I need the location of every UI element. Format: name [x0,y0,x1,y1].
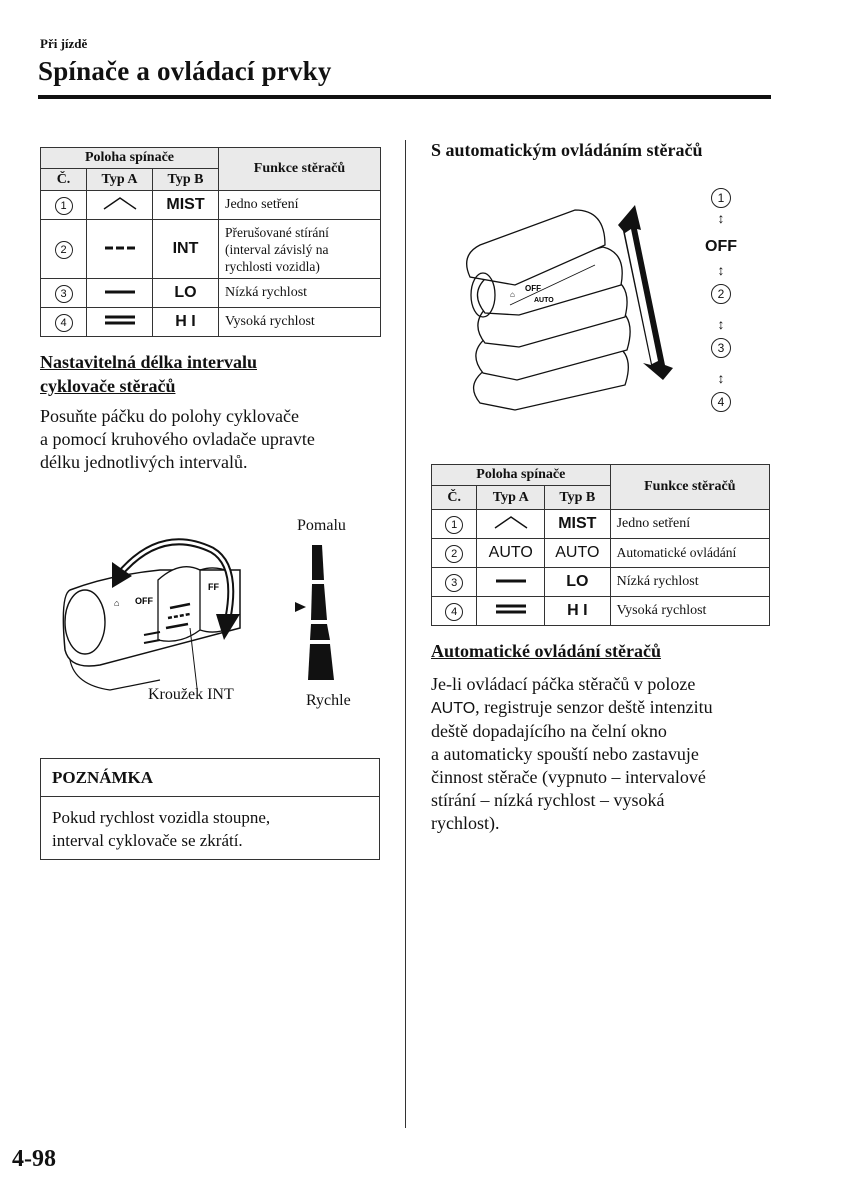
table-col-type-b: Typ B [153,169,219,191]
table-row [432,510,770,539]
type-b-label: H I [153,308,219,337]
table-col-no: Č. [432,486,477,510]
type-b-label: INT [153,220,219,279]
position-sequence [700,188,742,416]
column-divider [405,140,406,1128]
stalk-off-label: OFF [525,284,541,293]
body-line: stírání – nízká rychlost – vysoká [431,790,665,810]
arc-icon [100,195,140,211]
title-rule [38,95,771,99]
page-title: Spínače a ovládací prvky [38,56,332,86]
section-kicker: Při jízdě [40,36,88,51]
position-number: 4 [445,603,463,621]
stalk-auto-label: AUTO [534,297,554,304]
stalk-wiper-glyph: ⌂ [114,598,120,608]
table-row [432,597,770,626]
position-number: 3 [55,285,73,303]
sequence-number: 3 [711,338,731,358]
type-b-label: LO [545,568,611,597]
function-text: Nízká rychlost [219,279,381,308]
body-line: deště dopadajícího na čelní okno [431,721,667,741]
position-number: 3 [445,574,463,592]
type-b-label: AUTO [545,539,611,568]
auto-heading: S automatickým ovládáním stěračů [431,140,703,160]
table-group-header: Poloha spínače [432,465,611,486]
sequence-arrow-icon: ↕ [717,262,725,278]
body-line: Posuňte páčku do polohy cyklovače [40,406,299,426]
position-number: 1 [445,516,463,534]
type-a-label: AUTO [477,539,545,568]
function-text: Jedno setření [219,191,381,220]
single-bar-icon [491,576,531,586]
table-row [41,279,381,308]
table-col-type-a: Typ A [87,169,153,191]
stalk-off-label: OFF [135,596,153,606]
function-text: Vysoká rychlost [610,597,769,626]
interval-heading-line: Nastavitelná délka intervalu [40,352,258,372]
note-line: Pokud rychlost vozidla stoupne, [52,808,271,827]
position-number: 4 [55,314,73,332]
table-row [41,191,381,220]
type-b-label: H I [545,597,611,626]
function-text: Automatické ovládání [610,539,769,568]
fast-label: Rychle [306,692,351,709]
sequence-number: 1 [711,188,731,208]
sequence-number: 4 [711,392,731,412]
sequence-arrow-icon: ↕ [717,370,725,386]
auto-stalk-illustration [455,185,695,425]
table-row [432,539,770,568]
body-line: činnost stěrače (vypnuto – intervalové [431,767,706,787]
function-text: Přerušované stírání (interval závislý na rychlosti vozidla) [219,220,381,279]
table-function-header: Funkce stěračů [610,465,769,510]
table-row [41,220,381,279]
sequence-off-label: OFF [705,238,737,255]
body-line-rest: , registruje senzor deště intenzitu [475,697,713,717]
sequence-arrow-icon: ↕ [717,210,725,226]
body-line: Je-li ovládací páčka stěračů v poloze [431,674,696,694]
interval-body [40,405,315,474]
auto-control-body [431,673,776,835]
interval-heading-line: cyklovače stěračů [40,376,176,396]
dashed-line-icon [100,243,140,253]
slow-label: Pomalu [297,517,346,534]
note-line: interval cyklovače se zkrátí. [52,831,243,850]
table-col-type-b: Typ B [545,486,611,510]
function-text: Nízká rychlost [610,568,769,597]
auto-inline-label: AUTO [431,700,476,717]
body-line [431,696,776,720]
body-line: a automaticky spouští nebo zastavuje [431,744,699,764]
type-b-label: MIST [153,191,219,220]
interval-heading [40,350,257,398]
page-number: 4-98 [12,1146,56,1172]
int-ring-label: Kroužek INT [148,686,234,703]
double-bar-icon [100,313,140,327]
auto-control-heading: Automatické ovládání stěračů [431,641,661,661]
position-number: 2 [55,241,73,259]
table-row [41,308,381,337]
table-group-header: Poloha spínače [41,148,219,169]
note-title: POZNÁMKA [41,759,379,797]
body-line: a pomocí kruhového ovladače upravte [40,429,315,449]
sequence-number: 2 [711,284,731,304]
note-box [40,758,380,860]
switch-table-auto [431,464,770,626]
type-b-label: LO [153,279,219,308]
arc-icon [491,514,531,530]
position-number: 2 [445,545,463,563]
stalk-wiper-glyph: ⌂ [510,290,515,299]
function-text: Jedno setření [610,510,769,539]
stalk-off-label-2: FF [208,582,219,592]
body-line: délku jednotlivých intervalů. [40,452,248,472]
type-b-label: MIST [545,510,611,539]
single-bar-icon [100,287,140,297]
sequence-arrow-icon: ↕ [717,316,725,332]
table-col-no: Č. [41,169,87,191]
table-col-type-a: Typ A [477,486,545,510]
table-row [432,568,770,597]
switch-table-standard [40,147,381,337]
double-bar-icon [491,602,531,616]
function-text: Vysoká rychlost [219,308,381,337]
table-function-header: Funkce stěračů [219,148,381,191]
body-line: rychlost). [431,813,500,833]
note-body [41,797,379,861]
position-number: 1 [55,197,73,215]
